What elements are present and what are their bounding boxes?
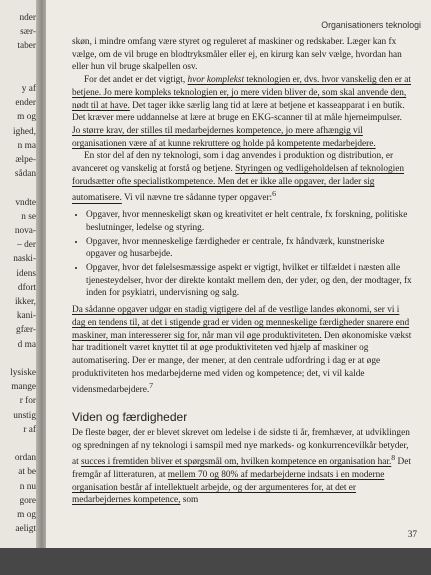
left-page-fragment: n ma xyxy=(17,140,36,151)
left-page-fragment: ælpe- xyxy=(15,155,36,165)
list-item: • Opgaver, hvor menneskelige færdigheder er centrale, fx håndværk, kunstneriske opgaver og husarbejde. xyxy=(86,236,412,261)
left-page-fragment: r for xyxy=(19,396,36,407)
page-number: 37 xyxy=(407,530,417,540)
running-header: Organisationers teknologi xyxy=(321,20,421,30)
list-item: • Opgaver, hvor det følelsesmæssige aspekt er vigtigt, hvilket er tilfældet i næsten alle tjenesteydelser, hvor der direkte kontakt mellem den, der yder, og den, der modtager, fx inden for psykiatri, undervisning og salg. xyxy=(86,262,412,300)
left-page-fragment: vndte xyxy=(15,197,36,208)
left-page-fragment: ordan xyxy=(14,453,36,464)
left-page xyxy=(0,0,40,575)
left-page-fragment: y af xyxy=(21,84,36,94)
paragraph-1: skøn, i mindre omfang være styret og reguleret af maskiner og redskaber. Læger kan fx vælge, om de vil bruge en blodtryksmåler eller ej, en kirurg kan selv vælge, hvordan han eller hun vil bruge skalpellen osv. xyxy=(72,37,402,73)
left-page-fragment: m og xyxy=(17,112,36,123)
underlined-text: Jo større krav, der stilles til medarbejdernes kompetence, jo mere afhængig vil organisationen være af at kunne rekruttere og holde på kompetente medarbejdere. xyxy=(72,125,376,149)
underlined-text: Da sådanne opgaver udgør en stadig vigtigere del af de vestlige landes økonomi, ser vi i dag en tendens til, at det i stigende grad er viden og menneskelige færdigheder snarere end maskiner, man interesserer sig for, når man vil øge produktiviteten. xyxy=(72,305,410,341)
left-page-fragment: taber xyxy=(17,41,36,52)
right-page xyxy=(46,0,431,575)
paragraph-5: De fleste bøger, der er blevet skrevet om ledelse i de sidste ti år, fremhæver, at udviklingen og spredningen af ny teknologi i samspil med nye markeds- og konkurrencevilkår betyder, at succes i fremtiden bliver et spørgsmål om, hvilken kompetence en organisation har.$^8$ Det fremgår af litteraturen, at mellem 70 og 80% af medarbejderne indsats i en moderne organisation består af intellektuelt arbejde, og der argumenteres for, at det er medarbejdernes kompetence, som xyxy=(72,427,411,506)
paragraph-2: For det andet er det vigtigt, hvor komplekst teknologien er, dvs. hvor vanskelig den er at betjene. Jo mere kompleks teknologien er, jo mere viden bliver de, som skal anvende den, nødt til at have. Det tager ikke særlig lang tid at lære at betjene et kasseapparat i en butik. Det kræver mere uddannelse at lære at bruge en EKG-scanner til at måle hjerneimpulser. Jo større krav, der stilles til medarbejdernes kompetence, jo mere afhængig vil organisationen være af at kunne rekruttere og holde på kompetente medarbejdere. xyxy=(72,75,412,149)
underlined-text: succes i fremtiden bliver et spørgsmål om, hvilken kompetence en organisation har. xyxy=(81,457,392,468)
left-page-fragment: ighed, xyxy=(13,126,36,137)
left-page-fragment: aeligt xyxy=(15,524,36,535)
left-page-fragment: – der xyxy=(17,240,36,251)
list-item: • Opgaver, hvor menneskeligt skøn og kreativitet er helt centrale, fx forskning, politiske beslutninger, ledelse og styring. xyxy=(86,209,412,234)
left-page-fragment: kani- xyxy=(16,311,36,322)
bullet-list xyxy=(72,209,412,300)
left-page-fragment: d ma xyxy=(17,339,36,350)
left-page-fragment: m og xyxy=(17,510,36,520)
left-page-fragment: r af xyxy=(23,424,36,435)
left-page-fragment: gfær- xyxy=(16,325,36,336)
section-heading: Viden og færdigheder xyxy=(72,410,188,425)
left-page-fragment: naski- xyxy=(13,254,36,265)
left-page-fragment: lysiske xyxy=(10,368,36,378)
left-page-fragment: mange xyxy=(11,382,36,393)
left-page-fragment: sær- xyxy=(20,27,36,38)
background-surface xyxy=(0,548,431,575)
left-page-fragment: gore xyxy=(19,495,36,506)
left-page-fragment: nder xyxy=(19,13,36,23)
left-page-fragment: unstig xyxy=(13,410,36,421)
paragraph-4: Da sådanne opgaver udgør en stadig vigtigere del af de vestlige landes økonomi, ser vi i dag en tendens til, at det i stigende grad er viden og menneskelige færdigheder snarere end maskiner, man interesserer sig for, når man vil øge produktiviteten. Den økonomiske vækst har traditionelt været knyttet til at øge produktiviteten ved hjælp af maskiner og automatisering. Der er mange, der mener, at den centrale udfordring i dag er at øge produktiviteten hos medarbejderne med viden og kompetence; det, vi vil kalde vidensmedarbejdere.$^7$ xyxy=(72,305,412,396)
left-page-fragment: dfort xyxy=(17,282,36,293)
left-page-fragment: nova- xyxy=(14,226,36,236)
left-page-fragment: n nu xyxy=(19,481,36,492)
paragraph-3: En stor del af den ny teknologi, som i dag anvendes i produktion og distribution, er avanceret og vanskelig at forstå og betjene. Styringen og vedligeholdelsen af teknologien forudsætter ofte specialistkompetence. Men det er ikke alle opgaver, der lader sig automatisere. Vi vil nævne tre sådanne typer opgaver:$^6$ xyxy=(72,151,405,204)
underlined-text: hvor komplekst teknologien er, dvs. hvor vanskelig den er at betjene. Jo mere kompleks teknologien er, jo mere viden bliver de, som skal anvende den, nødt til at have. xyxy=(72,75,412,111)
underlined-text: mellem 70 og 80% af medarbejderne indsats i en moderne organisation består af intellektuelt arbejde, og der argumenteres for, at det er medarbejdernes kompetence, xyxy=(72,470,385,506)
underlined-text: Styringen og vedligeholdelsen af teknologien forudsætter ofte specialistkompetence. Men det er ikke alle opgaver, der lader sig automatisere. xyxy=(72,164,405,204)
left-page-fragment: n se xyxy=(21,211,36,222)
left-page-fragment: at be xyxy=(18,467,36,478)
page-body xyxy=(72,36,412,507)
left-page-fragment: ikker, xyxy=(14,297,36,307)
left-page-fragment: idens xyxy=(16,268,36,279)
left-page-fragment: ender xyxy=(15,98,36,109)
left-page-fragment: sådan xyxy=(14,169,36,180)
